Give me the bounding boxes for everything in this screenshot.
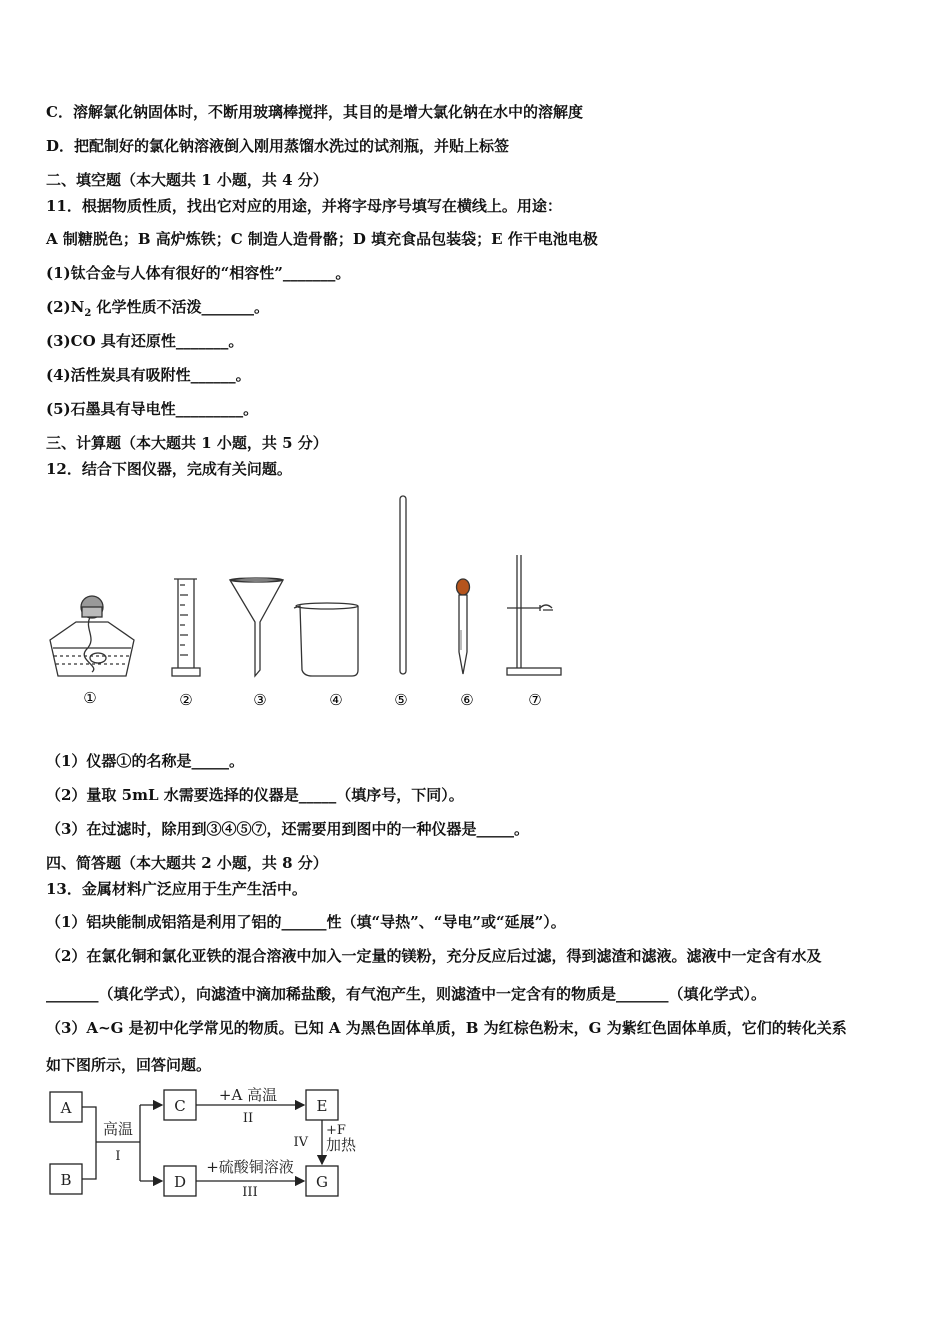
question-11-part-5: (5)石墨具有导电性_________。 bbox=[46, 400, 259, 418]
question-11-options: A 制糖脱色；B 高炉炼铁；C 制造人造骨骼；D 填充食品包装袋；E 作干电池电极 bbox=[46, 230, 598, 248]
question-13-part-3-line-1: （3）A~G 是初中化学常见的物质。已知 A 为黑色固体单质，B 为红棕色粉末，G 为紫红色固体单质，它们的转化关系 bbox=[46, 1019, 847, 1037]
question-13-part-2-line-2: _______（填化学式），向滤渣中滴加稀盐酸，有气泡产生，则滤渣中一定含有的物质是_______（填化学式）。 bbox=[46, 985, 767, 1003]
label-1: ① bbox=[83, 689, 97, 707]
label-c: C bbox=[174, 1097, 186, 1115]
cond-4-f: +F bbox=[326, 1123, 346, 1138]
option-c: C．溶解氯化钠固体时，不断用玻璃棒搅拌，其目的是增大氯化钠在水中的溶解度 bbox=[46, 103, 583, 121]
question-13-part-1: （1）铝块能制成铝箔是利用了铝的______性（填“导热”、“导电”或“延展”）。 bbox=[46, 913, 566, 931]
section-3-heading: 三、计算题（本大题共 1 小题，共 5 分） bbox=[46, 434, 328, 452]
dropper-icon bbox=[457, 579, 470, 674]
label-d: D bbox=[173, 1173, 187, 1191]
question-11: 11．根据物质性质，找出它对应的用途，并将字母序号填写在横线上。用途： bbox=[46, 197, 562, 215]
iron-stand-icon bbox=[507, 555, 561, 675]
option-d: D．把配制好的氯化钠溶液倒入刚用蒸馏水洗过的试剂瓶，并贴上标签 bbox=[46, 137, 510, 155]
q11-2-subscript: 2 bbox=[84, 308, 92, 319]
cond-4-heat: 加热 bbox=[326, 1136, 357, 1154]
alcohol-lamp-icon bbox=[50, 596, 134, 676]
beaker-icon bbox=[294, 603, 358, 676]
conversion-diagram bbox=[40, 1080, 400, 1210]
question-12-part-1: （1）仪器①的名称是_____。 bbox=[46, 752, 244, 770]
label-a: A bbox=[60, 1099, 72, 1117]
label-b: B bbox=[60, 1171, 72, 1189]
cond-3: +硫酸铜溶液 bbox=[206, 1158, 294, 1176]
section-2-heading: 二、填空题（本大题共 1 小题，共 4 分） bbox=[46, 171, 328, 189]
q11-2-suffix: 化学性质不活泼_______。 bbox=[91, 298, 270, 316]
label-3: ③ bbox=[253, 691, 267, 709]
question-11-part-2 bbox=[46, 297, 269, 324]
step-2: II bbox=[242, 1111, 254, 1126]
question-13: 13．金属材料广泛应用于生产生活中。 bbox=[46, 880, 307, 898]
label-g: G bbox=[316, 1173, 328, 1191]
label-e: E bbox=[316, 1097, 328, 1115]
question-11-part-4: (4)活性炭具有吸附性______。 bbox=[46, 366, 251, 384]
question-11-part-1: (1)钛合金与人体有很好的“相容性”_______。 bbox=[46, 264, 351, 282]
glass-rod-icon bbox=[400, 496, 406, 674]
label-6: ⑥ bbox=[460, 691, 474, 709]
cond-2: +A 高温 bbox=[218, 1086, 278, 1104]
question-12-part-3: （3）在过滤时，除用到③④⑤⑦，还需要用到图中的一种仪器是_____。 bbox=[46, 820, 529, 838]
question-12-part-2: （2）量取 5mL 水需要选择的仪器是_____（填序号，下同）。 bbox=[46, 786, 464, 804]
label-4: ④ bbox=[329, 691, 343, 709]
step-1: I bbox=[115, 1149, 121, 1164]
label-7: ⑦ bbox=[528, 691, 542, 709]
step-4: IV bbox=[293, 1135, 308, 1150]
question-12: 12．结合下图仪器，完成有关问题。 bbox=[46, 460, 292, 478]
question-13-part-3-line-2: 如下图所示，回答问题。 bbox=[46, 1056, 212, 1074]
apparatus-figure bbox=[40, 490, 580, 720]
label-5: ⑤ bbox=[394, 691, 408, 709]
section-4-heading: 四、简答题（本大题共 2 小题，共 8 分） bbox=[46, 854, 328, 872]
question-13-part-2-line-1: （2）在氯化铜和氯化亚铁的混合溶液中加入一定量的镁粉，充分反应后过滤，得到滤渣和滤液。滤液中一定含有水及 bbox=[46, 947, 822, 965]
q11-2-prefix: (2)N bbox=[46, 298, 85, 316]
cond-1: 高温 bbox=[102, 1120, 134, 1138]
funnel-icon bbox=[230, 578, 283, 676]
step-3: III bbox=[242, 1185, 258, 1200]
label-2: ② bbox=[179, 691, 193, 709]
question-11-part-3: (3)CO 具有还原性_______。 bbox=[46, 332, 244, 350]
graduated-cylinder-icon bbox=[172, 579, 200, 676]
